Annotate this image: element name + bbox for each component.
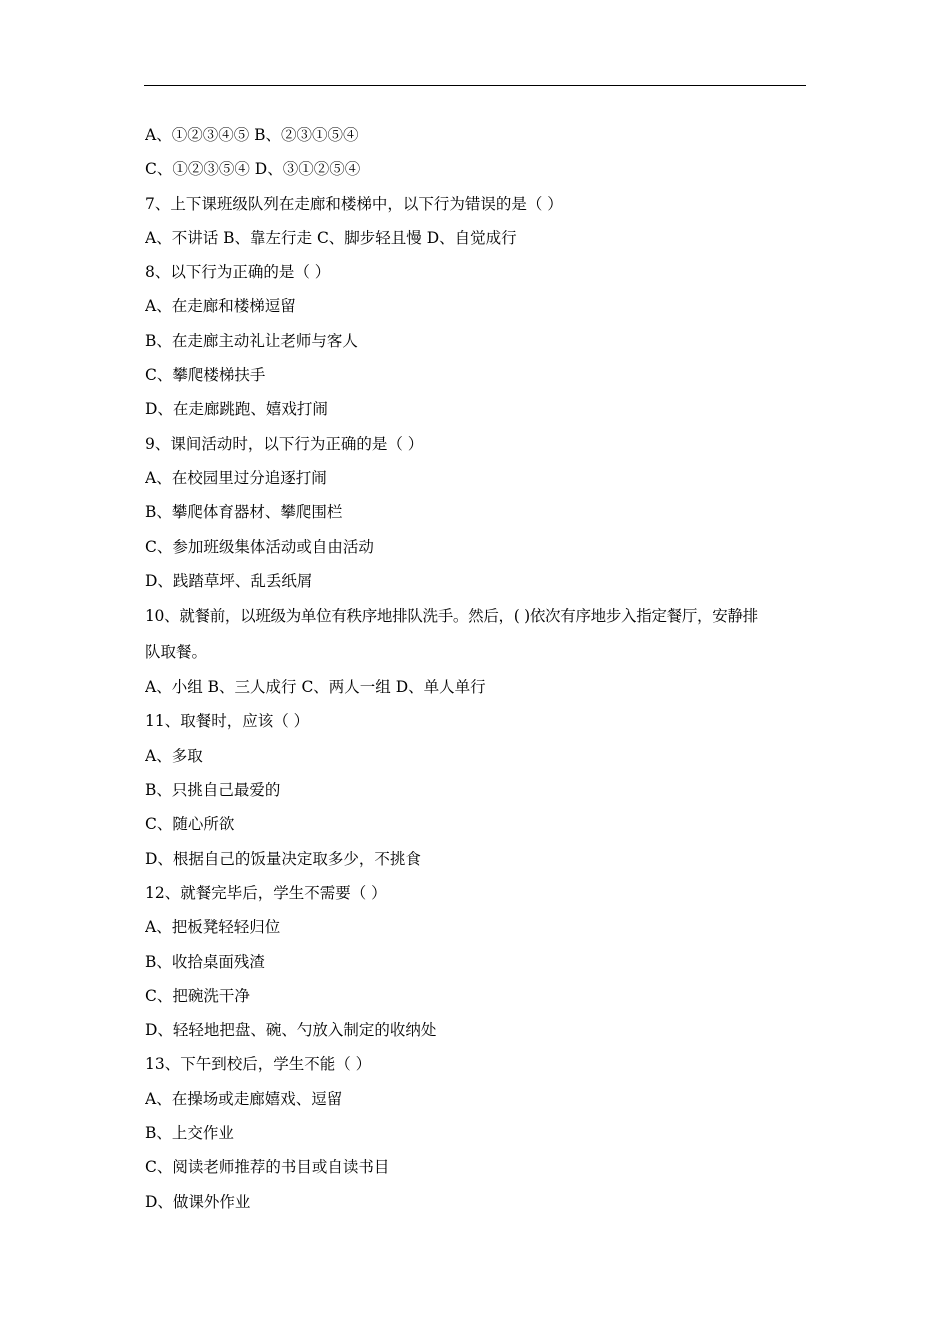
q8-option-d: D、在走廊跳跑、嬉戏打闹	[145, 400, 328, 419]
q10-question-line2: 队取餐。	[145, 643, 208, 662]
q10-options: A、小组 B、三人成行 C、两人一组 D、单人单行	[145, 678, 486, 697]
q11-question: 11、取餐时，应该（ ）	[145, 712, 310, 731]
q13-option-a: A、在操场或走廊嬉戏、逗留	[145, 1089, 343, 1108]
q9-question: 9、课间活动时，以下行为正确的是（ ）	[145, 434, 424, 453]
q8-option-c: C、攀爬楼梯扶手	[145, 366, 266, 385]
q7-question: 7、上下课班级队列在走廊和楼梯中，以下行为错误的是（ ）	[145, 194, 563, 213]
q8-option-b: B、在走廊主动礼让老师与客人	[145, 331, 358, 350]
q13-option-c: C、阅读老师推荐的书目或自读书目	[145, 1158, 390, 1177]
q12-option-d: D、轻轻地把盘、碗、勺放入制定的收纳处	[145, 1021, 437, 1040]
q12-option-a: A、把板凳轻轻归位	[145, 918, 281, 937]
q7-options: A、不讲话 B、靠左行走 C、脚步轻且慢 D、自觉成行	[145, 228, 517, 247]
q10-question-line1: 10、就餐前，以班级为单位有秩序地排队洗手。然后，( )依次有序地步入指定餐厅，安静排	[145, 607, 758, 626]
q6-options-ab: A、①②③④⑤ B、②③①⑤④	[145, 126, 359, 144]
q8-question: 8、以下行为正确的是（ ）	[145, 263, 331, 282]
q13-question: 13、下午到校后，学生不能（ ）	[145, 1055, 372, 1074]
q11-option-b: B、只挑自己最爱的	[145, 781, 281, 800]
q8-option-a: A、在走廊和楼梯逗留	[145, 297, 296, 316]
q9-option-a: A、在校园里过分追逐打闹	[145, 468, 327, 487]
document-body	[145, 118, 810, 1219]
q9-option-d: D、践踏草坪、乱丢纸屑	[145, 571, 313, 590]
q12-option-c: C、把碗洗干净	[145, 986, 250, 1005]
q13-option-b: B、上交作业	[145, 1124, 234, 1143]
q12-option-b: B、收拾桌面残渣	[145, 952, 265, 971]
q6-options-cd: C、①②③⑤④ D、③①②⑤④	[145, 160, 361, 179]
q12-question: 12、就餐完毕后，学生不需要（ ）	[145, 883, 387, 902]
q11-option-d: D、根据自己的饭量决定取多少，不挑食	[145, 849, 421, 868]
q11-option-c: C、随心所欲	[145, 815, 235, 834]
q11-option-a: A、多取	[145, 746, 203, 765]
q13-option-d: D、做课外作业	[145, 1192, 251, 1211]
q9-option-b: B、攀爬体育器材、攀爬围栏	[145, 503, 343, 522]
q9-option-c: C、参加班级集体活动或自由活动	[145, 537, 374, 556]
header-rule	[144, 85, 806, 86]
